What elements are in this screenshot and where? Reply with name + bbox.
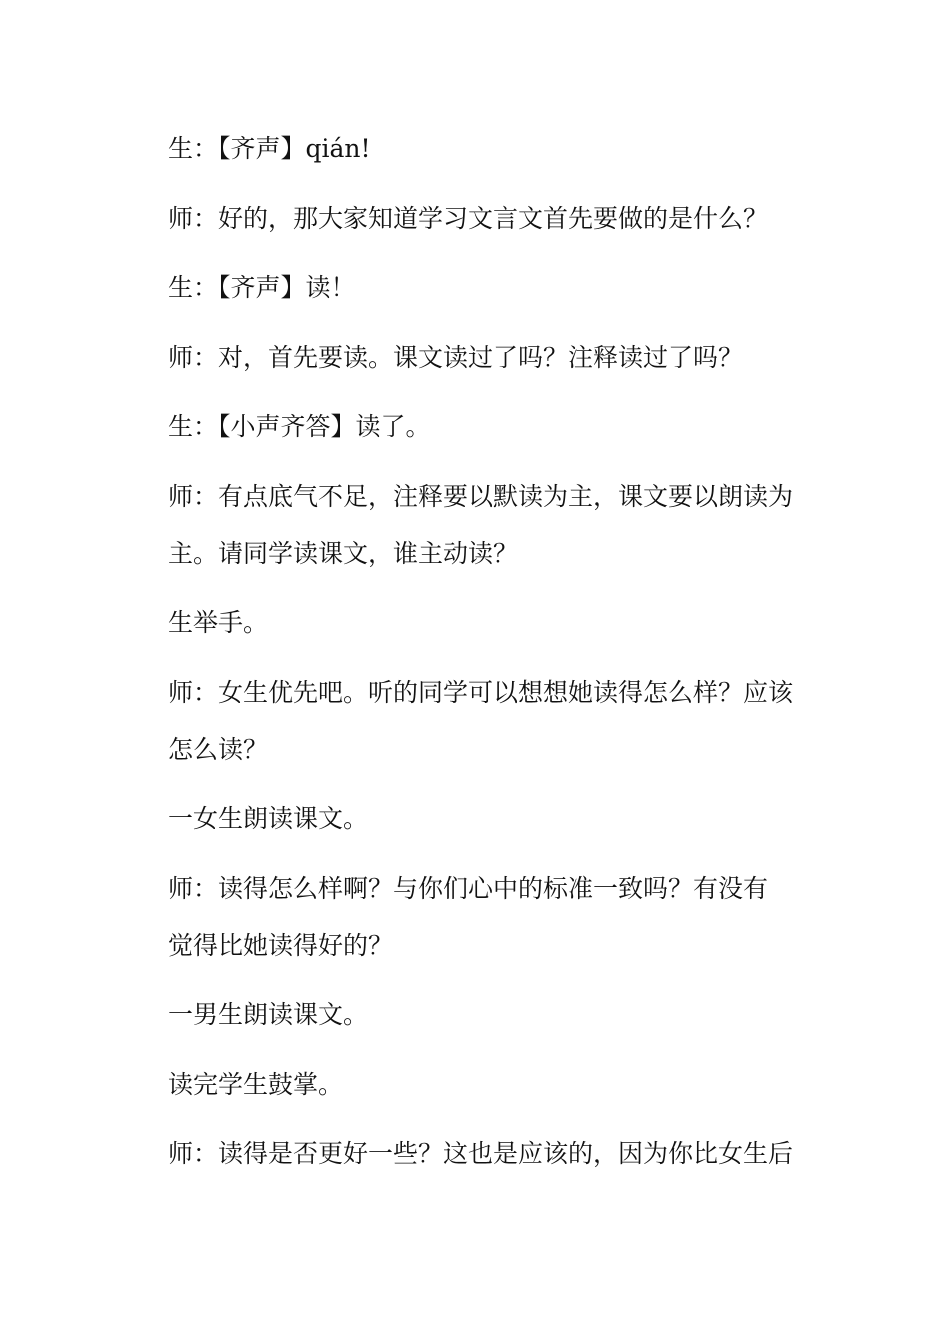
dialogue-line-11: 一女生朗读课文。 <box>168 804 369 833</box>
dialogue-line-6: 师：有点底气不足，注释要以默读为主，课文要以朗读为 <box>168 482 794 511</box>
dialogue-line-1: 生：【齐声】qián! <box>168 134 371 163</box>
dialogue-line-12: 师：读得怎么样啊？与你们心中的标准一致吗？有没有 <box>168 874 769 903</box>
dialogue-line-15: 读完学生鼓掌。 <box>168 1070 344 1099</box>
dialogue-line-10: 怎么读？ <box>168 735 269 764</box>
dialogue-line-13: 觉得比她读得好的？ <box>168 931 394 960</box>
dialogue-line-4: 师：对，首先要读。课文读过了吗？注释读过了吗？ <box>168 343 744 372</box>
dialogue-line-9: 师：女生优先吧。听的同学可以想想她读得怎么样？应该 <box>168 678 794 707</box>
dialogue-line-2: 师：好的，那大家知道学习文言文首先要做的是什么？ <box>168 204 769 233</box>
dialogue-line-16: 师：读得是否更好一些？这也是应该的，因为你比女生后 <box>168 1139 794 1168</box>
dialogue-line-14: 一男生朗读课文。 <box>168 1000 369 1029</box>
dialogue-line-7: 主。请同学读课文，谁主动读？ <box>168 539 519 568</box>
dialogue-line-3: 生：【齐声】读！ <box>168 273 356 302</box>
dialogue-line-5: 生：【小声齐答】读了。 <box>168 412 431 441</box>
dialogue-line-8: 生举手。 <box>168 608 269 637</box>
